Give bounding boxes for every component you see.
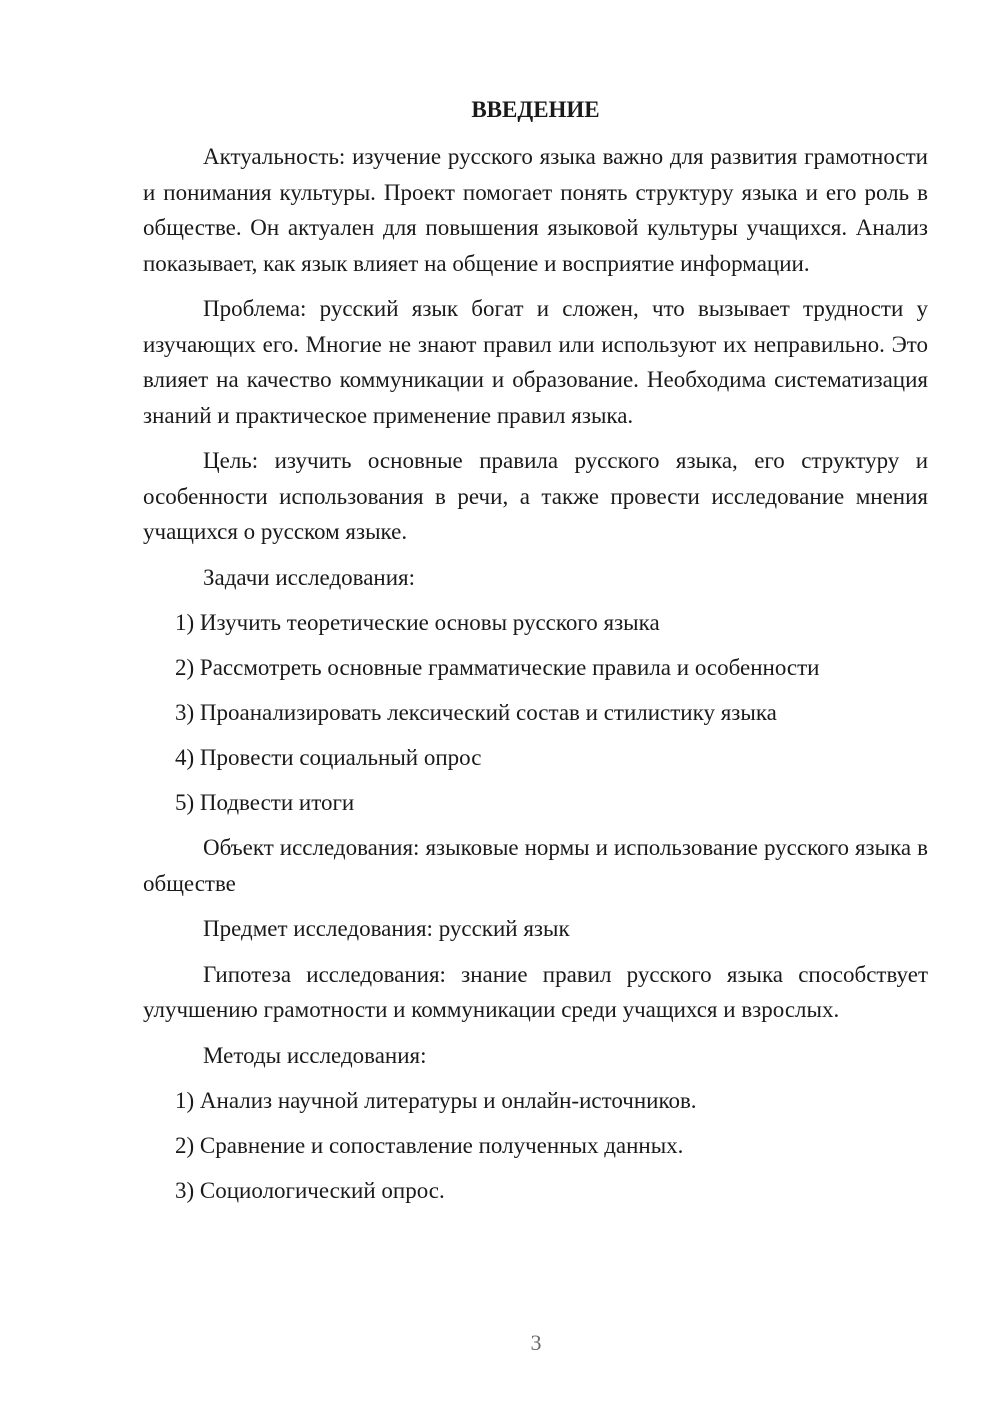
method-item: 2) Сравнение и сопоставление полученных данных. [175, 1133, 684, 1158]
relevance-paragraph: Актуальность: изучение русского языка важно для развития грамотности и понимания культуры. Проект помогает понять структуру языка и его роль в обществе. Он актуален для повышения языковой культуры учащихся. Анализ показывает, как язык влияет на общение и восприятие информации. [143, 144, 928, 276]
goal-paragraph: Цель: изучить основные правила русского языка, его структуру и особенности использования в речи, а также провести исследование мнения учащихся о русском языке. [143, 448, 928, 544]
method-item: 1) Анализ научной литературы и онлайн-источников. [175, 1088, 697, 1113]
tasks-list [143, 605, 928, 820]
method-item: 3) Социологический опрос. [175, 1178, 445, 1203]
subject-paragraph: Предмет исследования: русский язык [203, 916, 570, 941]
methods-heading: Методы исследования: [203, 1042, 427, 1068]
tasks-heading: Задачи исследования: [203, 564, 416, 590]
task-item: 3) Проанализировать лексический состав и стилистику языка [175, 700, 777, 725]
section-title: ВВЕДЕНИЕ [471, 97, 600, 122]
task-item: 1) Изучить теоретические основы русского языка [175, 610, 660, 635]
problem-paragraph: Проблема: русский язык богат и сложен, что вызывает трудности у изучающих его. Многие не знают правил или используют их неправильно. Это влияет на качество коммуникации и образование. Необходима систематизация знаний и практическое применение правил языка. [143, 296, 928, 428]
methods-list [143, 1083, 928, 1208]
page-content [143, 92, 928, 1218]
object-paragraph: Объект исследования: языковые нормы и использование русского языка в обществе [143, 835, 928, 896]
task-item: 5) Подвести итоги [175, 790, 355, 815]
page-number: 3 [530, 1330, 542, 1355]
task-item: 2) Рассмотреть основные грамматические правила и особенности [175, 655, 820, 680]
task-item: 4) Провести социальный опрос [175, 745, 482, 770]
hypothesis-paragraph: Гипотеза исследования: знание правил русского языка способствует улучшению грамотности и коммуникации среди учащихся и взрослых. [143, 961, 928, 1022]
